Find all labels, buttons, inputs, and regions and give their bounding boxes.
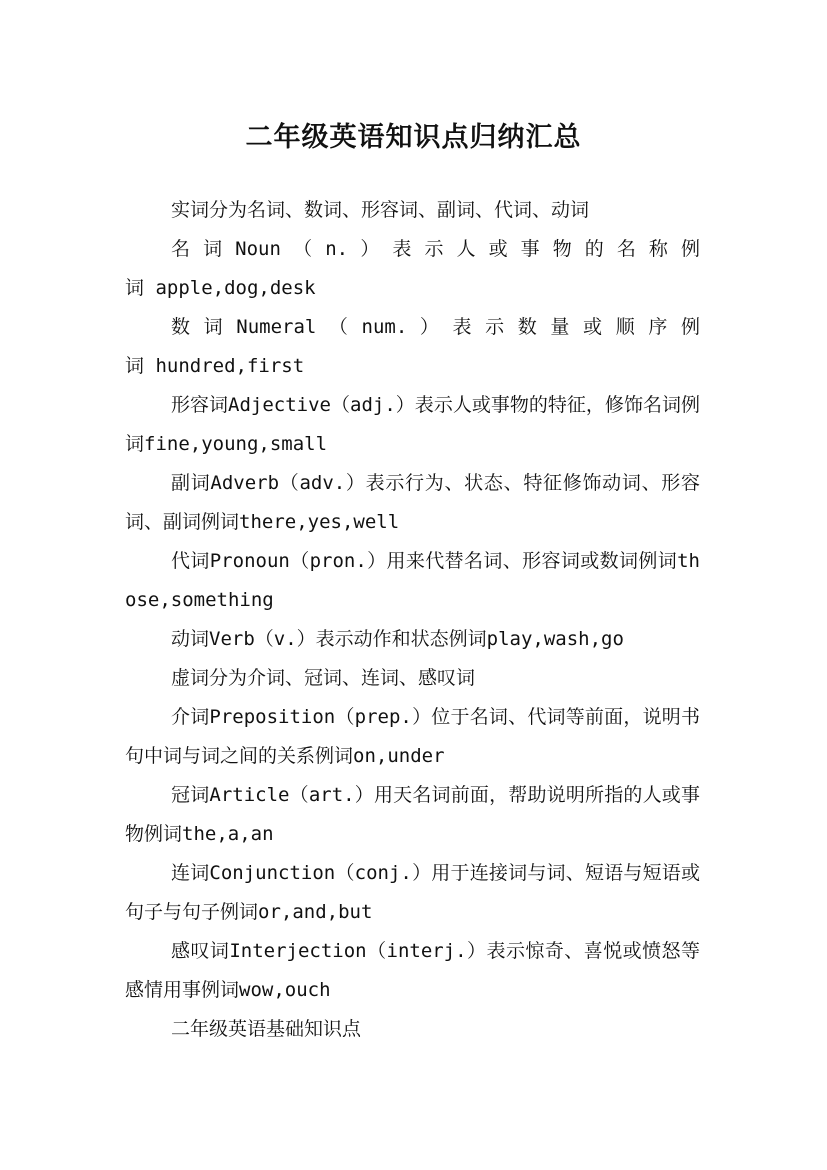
paragraph-numeral: 数 词 Numeral （ num. ） 表 示 数 量 或 顺 序 例 词 hundred,first <box>125 316 700 377</box>
paragraph-content-words: 实词分为名词、数词、形容词、副词、代词、动词 <box>171 199 590 221</box>
document-body <box>125 191 700 1049</box>
paragraph-interjection: 感叹词Interjection（interj.）表示惊奇、喜悦或愤怒等感情用事例词wow,ouch <box>125 940 700 1001</box>
document-title: 二年级英语知识点归纳汇总 <box>245 122 582 154</box>
paragraph-adverb: 副词Adverb（adv.）表示行为、状态、特征修饰动词、形容词、副词例词there,yes,well <box>125 472 700 533</box>
paragraph-article: 冠词Article（art.）用天名词前面，帮助说明所指的人或事物例词the,a,an <box>125 784 700 845</box>
paragraph-function-words: 虚词分为介词、冠词、连词、感叹词 <box>171 667 476 689</box>
paragraph-adjective: 形容词Adjective（adj.）表示人或事物的特征，修饰名词例词fine,young,small <box>125 394 700 455</box>
paragraph-verb: 动词Verb（v.）表示动作和状态例词play,wash,go <box>171 628 624 650</box>
paragraph-basic-knowledge: 二年级英语基础知识点 <box>171 1018 362 1040</box>
paragraph-pronoun: 代词Pronoun（pron.）用来代替名词、形容词或数词例词those,something <box>125 550 700 611</box>
paragraph-conjunction: 连词Conjunction（conj.）用于连接词与词、短语与短语或句子与句子例词or,and,but <box>125 862 700 923</box>
paragraph-preposition: 介词Preposition（prep.）位于名词、代词等前面，说明书句中词与词之间的关系例词on,under <box>125 706 700 767</box>
paragraph-noun: 名 词 Noun （ n. ） 表 示 人 或 事 物 的 名 称 例 词 apple,dog,desk <box>125 238 700 299</box>
